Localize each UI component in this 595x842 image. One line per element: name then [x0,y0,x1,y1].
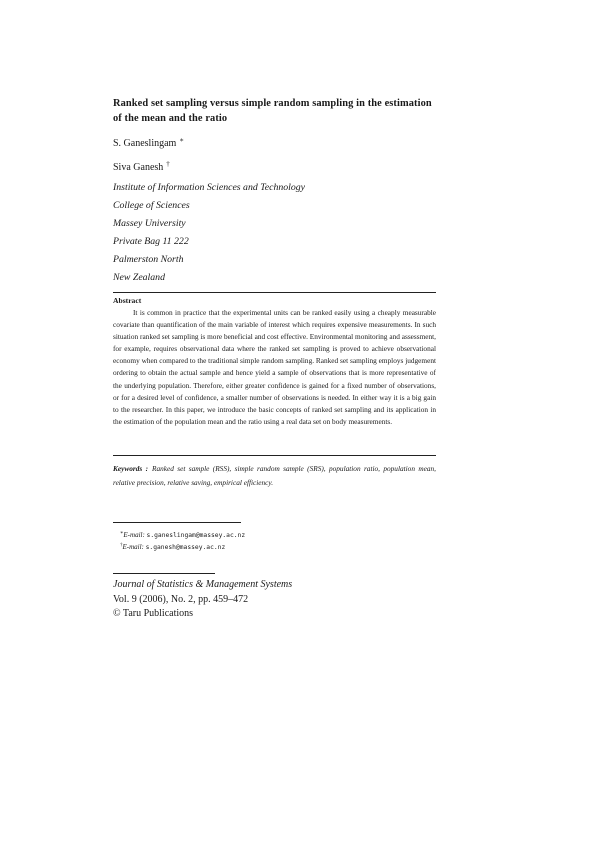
paper-title-line-1: Ranked set sampling versus simple random sampling in the estimation [113,98,432,109]
journal-name: Journal of Statistics & Management Systems [113,579,293,590]
journal-issue: Vol. 9 (2006), No. 2, pp. 459–472 [113,593,249,605]
footnote-rule [113,522,241,523]
abstract-bottom-rule [113,455,436,456]
affiliation-line: Private Bag 11 222 [113,236,189,247]
author-2-mark: † [166,160,170,168]
paper-title [113,96,443,126]
affiliation [113,181,433,289]
author-1-mark: ∗ [179,136,185,144]
footnote-2 [120,541,225,553]
footnote-1-mark: ∗ [120,531,124,536]
footnote-2-label: E-mail: [122,543,144,551]
footnote-2-email: s.ganesh@massey.ac.nz [145,544,226,551]
abstract-heading: Abstract [113,296,142,305]
publisher: © Taru Publications [113,608,194,619]
footnote-1-label: E-mail: [123,531,145,539]
footnote-1 [120,529,245,541]
abstract-top-rule [113,292,436,293]
author-2 [113,158,170,174]
keywords-label: Keywords : [113,464,148,473]
affiliation-line: Palmerston North [113,254,184,265]
keywords [113,462,436,490]
paper-title-line-2: of the mean and the ratio [113,113,228,124]
keywords-text: Ranked set sample (RSS), simple random sample (SRS), population ratio, population mean, relative precision, relative saving, empirical efficiency. [113,464,436,487]
abstract-text: It is common in practice that the experimental units can be ranked easily using a cheaply measurable covariate than quantification of the main variable of interest which requires expensive measurements. In such situation ranked set sampling is more beneficial and cost effective. Environmental monitoring and assessment, for example, requires observational data where the ranked set sampling is proved to achieve observational economy when compared to the traditional simple random sampling. Ranked set sampling employs judgement ordering to obtain the actual sample and hence yield a sample of observations that is more representative of the underlying population. Therefore, either greater confidence is gained for a fixed number of observations, or for a desired level of confidence, a smaller number of observations is needed. In either way it is a big gain to the researcher. In this paper, we introduce the basic concepts of ranked set sampling and its application in the estimation of the population mean and the ratio using a real data set on body measurements. [113,308,436,426]
footnote-1-email: s.ganeslingam@massey.ac.nz [146,532,246,539]
affiliation-line: Institute of Information Sciences and Technology [113,182,306,193]
affiliation-line: Massey University [113,218,186,229]
affiliation-line: New Zealand [113,272,165,283]
footnote-2-mark: † [120,543,123,548]
journal-info [113,578,292,622]
journal-rule [113,573,215,574]
author-2-name: Siva Ganesh [113,162,164,173]
author-1 [113,134,184,150]
author-1-name: S. Ganeslingam [113,138,177,149]
affiliation-line: College of Sciences [113,200,190,211]
